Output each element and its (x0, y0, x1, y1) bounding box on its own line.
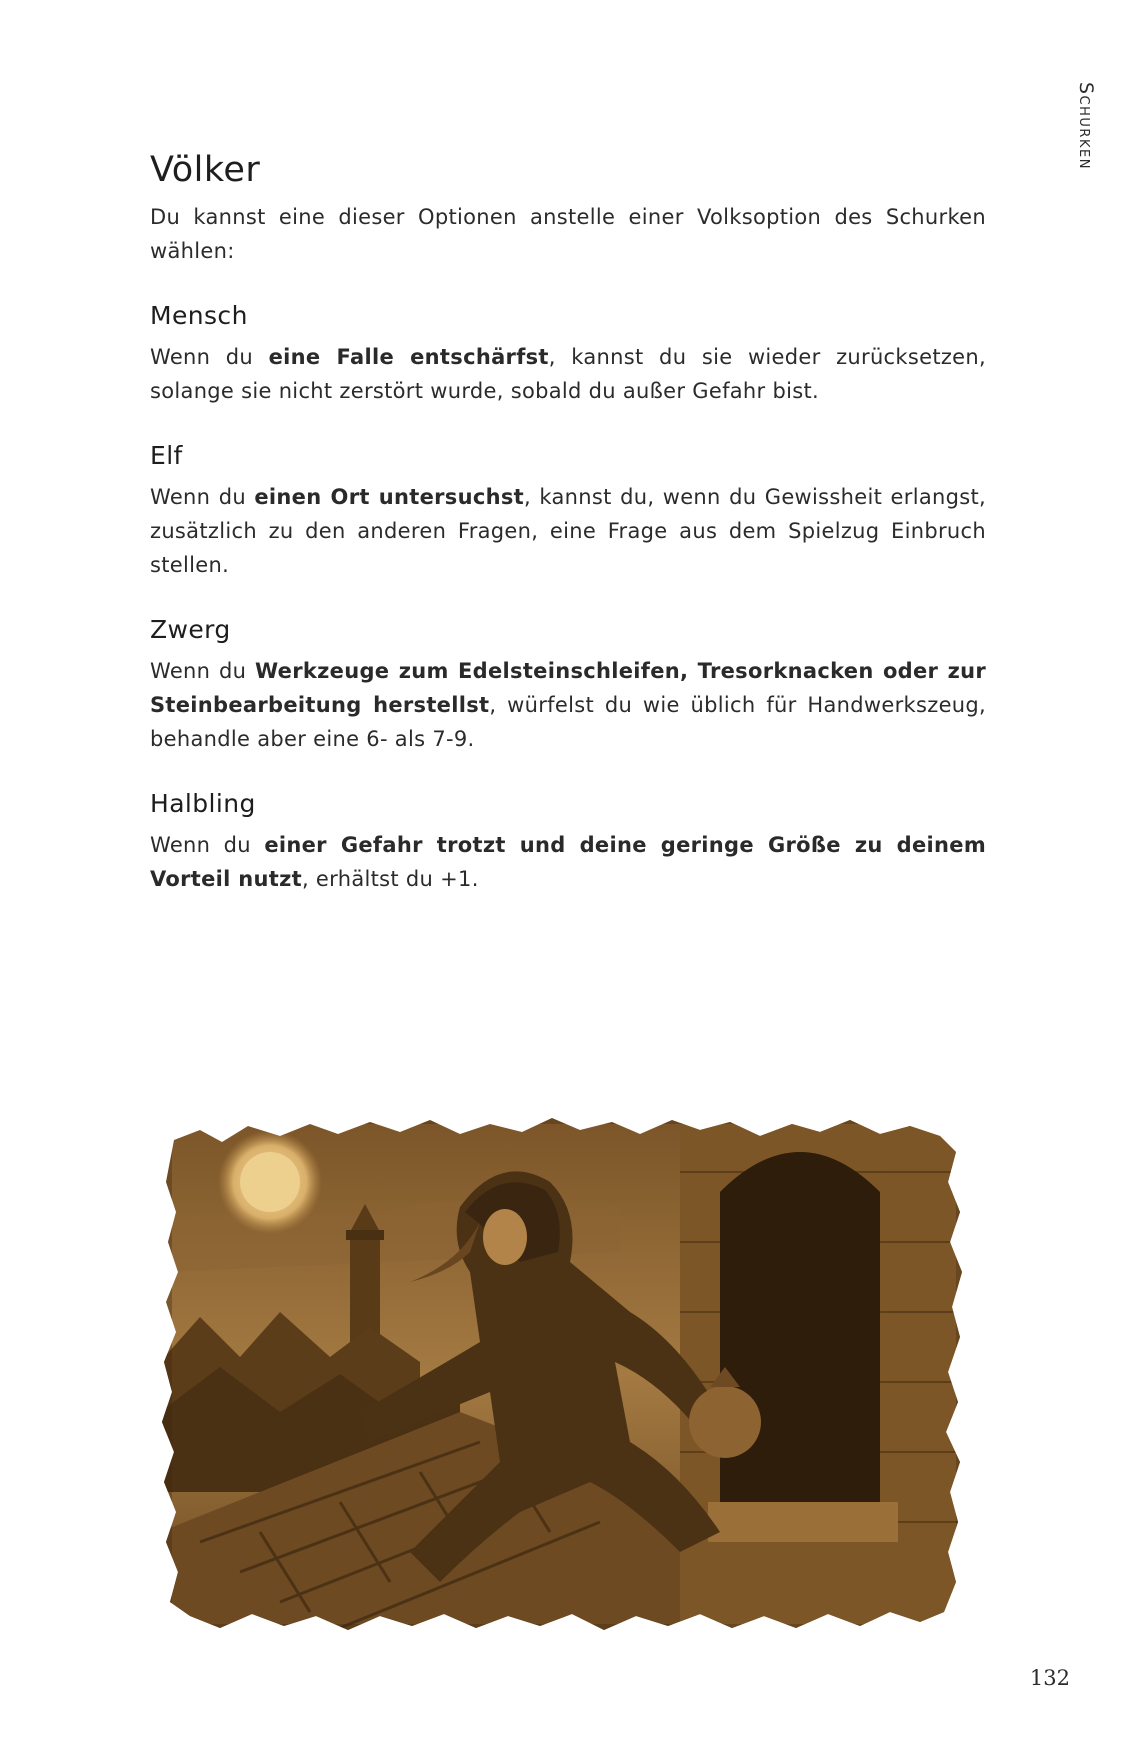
rogue-illustration (160, 1112, 968, 1636)
rooftop-thief-image (160, 1112, 968, 1636)
main-content (150, 148, 986, 896)
intro-paragraph: Du kannst eine dieser Optionen anstelle einer Volksoption des Schurken wählen: (150, 205, 986, 263)
move-name: Werkzeuge zum Edelsteinschleifen, Tresorknacken oder zur Steinbearbeitung herstellst (150, 659, 986, 717)
section-text-zwerg: Wenn du Werkzeuge zum Edelsteinschleifen, Tresorknacken oder zur Steinbearbeitung herstellst, würfelst du wie üblich für Handwerkszeug, behandle aber eine 6- als 7-9. (150, 659, 986, 751)
page-title: Völker (150, 150, 261, 190)
move-name: eine Falle entschärfst (268, 345, 549, 369)
move-name: einer Gefahr trotzt und deine geringe Größe zu deinem Vorteil nutzt (150, 833, 986, 891)
page-number: 132 (1029, 1666, 1070, 1690)
section-heading-zwerg: Zwerg (150, 615, 231, 644)
section-text-elf: Wenn du einen Ort untersuchst, kannst du, wenn du Gewissheit erlangst, zusätzlich zu den anderen Fragen, eine Frage aus dem Spielzug Einbruch stellen. (150, 485, 987, 577)
section-text-halbling: Wenn du einer Gefahr trotzt und deine geringe Größe zu deinem Vorteil nutzt, erhältst du +1. (150, 833, 986, 891)
section-heading-mensch: Mensch (150, 301, 248, 330)
running-head: Schurken (1075, 82, 1097, 170)
move-name: einen Ort untersuchst (254, 485, 524, 509)
section-heading-halbling: Halbling (150, 789, 256, 818)
section-text-mensch: Wenn du eine Falle entschärfst, kannst du sie wieder zurücksetzen, solange sie nicht zerstört wurde, sobald du außer Gefahr bist. (150, 345, 986, 403)
section-heading-elf: Elf (150, 441, 183, 470)
